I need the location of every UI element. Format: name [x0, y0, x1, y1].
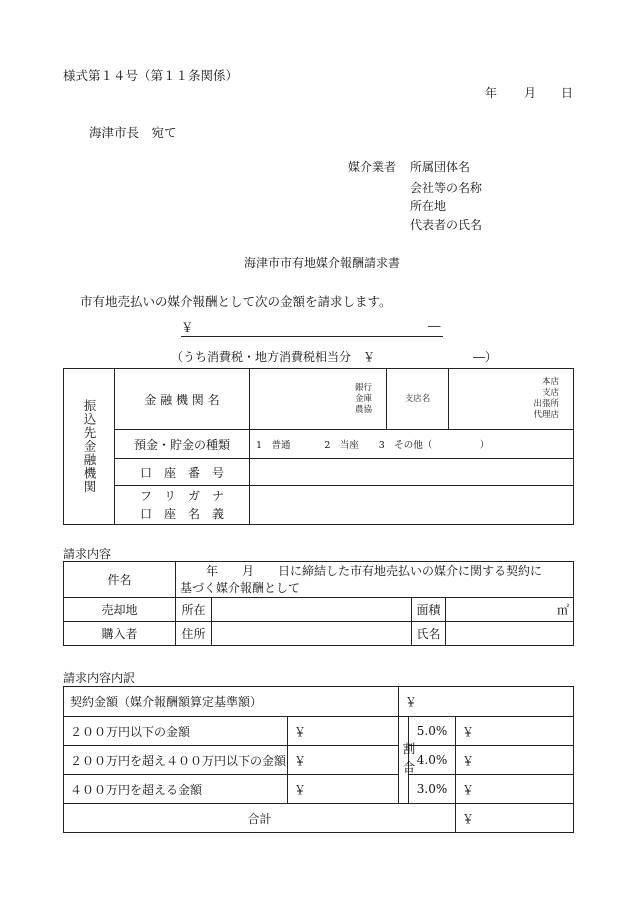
- account-option-other[interactable]: 3 その他（ ）: [378, 440, 490, 451]
- tier-2-rate: 4.0%: [409, 746, 456, 775]
- branch-label: 支店名: [387, 369, 449, 430]
- subject-content: [176, 562, 574, 598]
- branch-type-head: 本店: [541, 377, 559, 387]
- total-amount[interactable]: [456, 804, 574, 833]
- breakdown-heading: 請求内容内訳: [63, 671, 136, 685]
- inst-type-shinkin: 金庫: [354, 393, 372, 404]
- ratio-label: 割合: [401, 741, 417, 779]
- contract-amount-field[interactable]: [399, 687, 574, 717]
- buyer-label: 購入者: [64, 622, 176, 646]
- subject-month-marker: 月: [242, 563, 255, 578]
- tier-2-label: ２００万円を超え４００万円以下の金額: [64, 746, 288, 775]
- tax-note: （うち消費税・地方消費税相当分 ￥: [171, 350, 376, 364]
- subject-line-1-rest: 日に締結した市有地売払いの媒介に関する契約に: [278, 563, 543, 578]
- tier-1-fee[interactable]: [456, 717, 574, 746]
- subject-year-marker: 年: [206, 563, 219, 578]
- branch-types: [449, 377, 573, 421]
- broker-field-org: 所属団体名: [410, 160, 471, 174]
- bank-side-label-cell: [64, 369, 115, 525]
- location-field[interactable]: [212, 598, 412, 622]
- tier-1-fee-yen: ￥: [462, 724, 475, 739]
- inst-type-nokyo: 農協: [354, 404, 372, 415]
- addressee: 海津市長 宛て: [89, 125, 177, 140]
- tier-3-label: ４００万円を超える金額: [64, 775, 288, 804]
- document-title: 海津市市有地媒介報酬請求書: [244, 256, 401, 270]
- branch-name-cell[interactable]: [449, 369, 574, 430]
- account-type-label: 預金・貯金の種類: [115, 430, 250, 459]
- account-number-label: 口 座 番 号: [115, 459, 250, 486]
- total-yen: ￥: [462, 811, 475, 826]
- tier-3-fee[interactable]: [456, 775, 574, 804]
- location-label: 所在: [176, 598, 212, 622]
- land-label: 売却地: [64, 598, 176, 622]
- contract-amount-label: 契約金額（媒介報酬額算定基準額）: [64, 687, 399, 717]
- area-unit: ㎡: [557, 603, 570, 617]
- date-year: 年: [485, 86, 498, 100]
- branch-type-agency: 代理店: [533, 410, 559, 420]
- account-holder-field[interactable]: [250, 486, 574, 525]
- tier-2-amount[interactable]: [288, 746, 399, 775]
- address-label: 住所: [176, 622, 212, 646]
- bank-table: [63, 368, 574, 525]
- amount-yen-sign: ￥: [181, 320, 194, 335]
- form-number: 様式第１４号（第１１条関係）: [63, 68, 239, 83]
- furigana-label: フ リ ガ ナ: [139, 489, 224, 503]
- tier-1-label: ２００万円以下の金額: [64, 717, 288, 746]
- institution-types: [250, 383, 386, 416]
- tier-1-rate: 5.0%: [409, 717, 456, 746]
- tier-2-fee-yen: ￥: [462, 753, 475, 768]
- subject-line-1: [180, 563, 573, 580]
- account-option-current[interactable]: 2 当座: [324, 440, 359, 451]
- tier-1-amount[interactable]: [288, 717, 399, 746]
- tier-1-yen: ￥: [294, 724, 307, 739]
- claim-heading: 請求内容: [63, 547, 112, 561]
- area-label: 面積: [412, 598, 446, 622]
- branch-type-branch: 支店: [541, 388, 559, 398]
- account-option-ordinary[interactable]: 1 普通: [256, 440, 291, 451]
- account-type-options[interactable]: [250, 430, 574, 459]
- tier-3-amount[interactable]: [288, 775, 399, 804]
- tier-2-yen: ￥: [294, 753, 307, 768]
- broker-field-company: 会社等の名称: [410, 181, 483, 195]
- broker-title: 媒介業者: [348, 160, 397, 174]
- contract-yen: ￥: [405, 695, 418, 709]
- tax-note-close: ―）: [473, 350, 498, 364]
- inst-type-bank: 銀行: [354, 382, 372, 393]
- amount-dash: ―: [428, 318, 441, 333]
- amount-underline: [181, 336, 443, 337]
- area-field[interactable]: [446, 598, 574, 622]
- branch-type-office: 出張所: [533, 399, 559, 409]
- ratio-label-cell: [399, 717, 417, 804]
- institution-name-cell[interactable]: [250, 369, 387, 430]
- tier-3-rate: 3.0%: [409, 775, 456, 804]
- total-label: 合計: [64, 804, 456, 833]
- intro-text: 市有地売払いの媒介報酬として次の金額を請求します。: [80, 294, 392, 309]
- name-label: 氏名: [412, 622, 446, 646]
- claim-table: [63, 561, 574, 646]
- account-number-field[interactable]: [250, 459, 574, 486]
- name-field[interactable]: [446, 622, 574, 646]
- subject-line-2: 基づく媒介報酬として: [180, 580, 301, 595]
- subject-label: 件名: [64, 562, 176, 598]
- tier-3-yen: ￥: [294, 782, 307, 797]
- institution-label: 金 融 機 関 名: [115, 369, 250, 430]
- account-holder-label: 口 座 名 義: [139, 507, 224, 521]
- bank-side-label: 振込先金融機関: [82, 399, 97, 494]
- tier-3-fee-yen: ￥: [462, 782, 475, 797]
- tier-2-fee[interactable]: [456, 746, 574, 775]
- address-field[interactable]: [212, 622, 412, 646]
- account-holder-label-cell: [115, 486, 250, 525]
- date-day: 日: [561, 86, 574, 100]
- broker-field-address: 所在地: [410, 199, 447, 213]
- breakdown-table: [63, 686, 574, 833]
- date-month: 月: [524, 86, 537, 100]
- broker-field-representative: 代表者の氏名: [410, 218, 483, 232]
